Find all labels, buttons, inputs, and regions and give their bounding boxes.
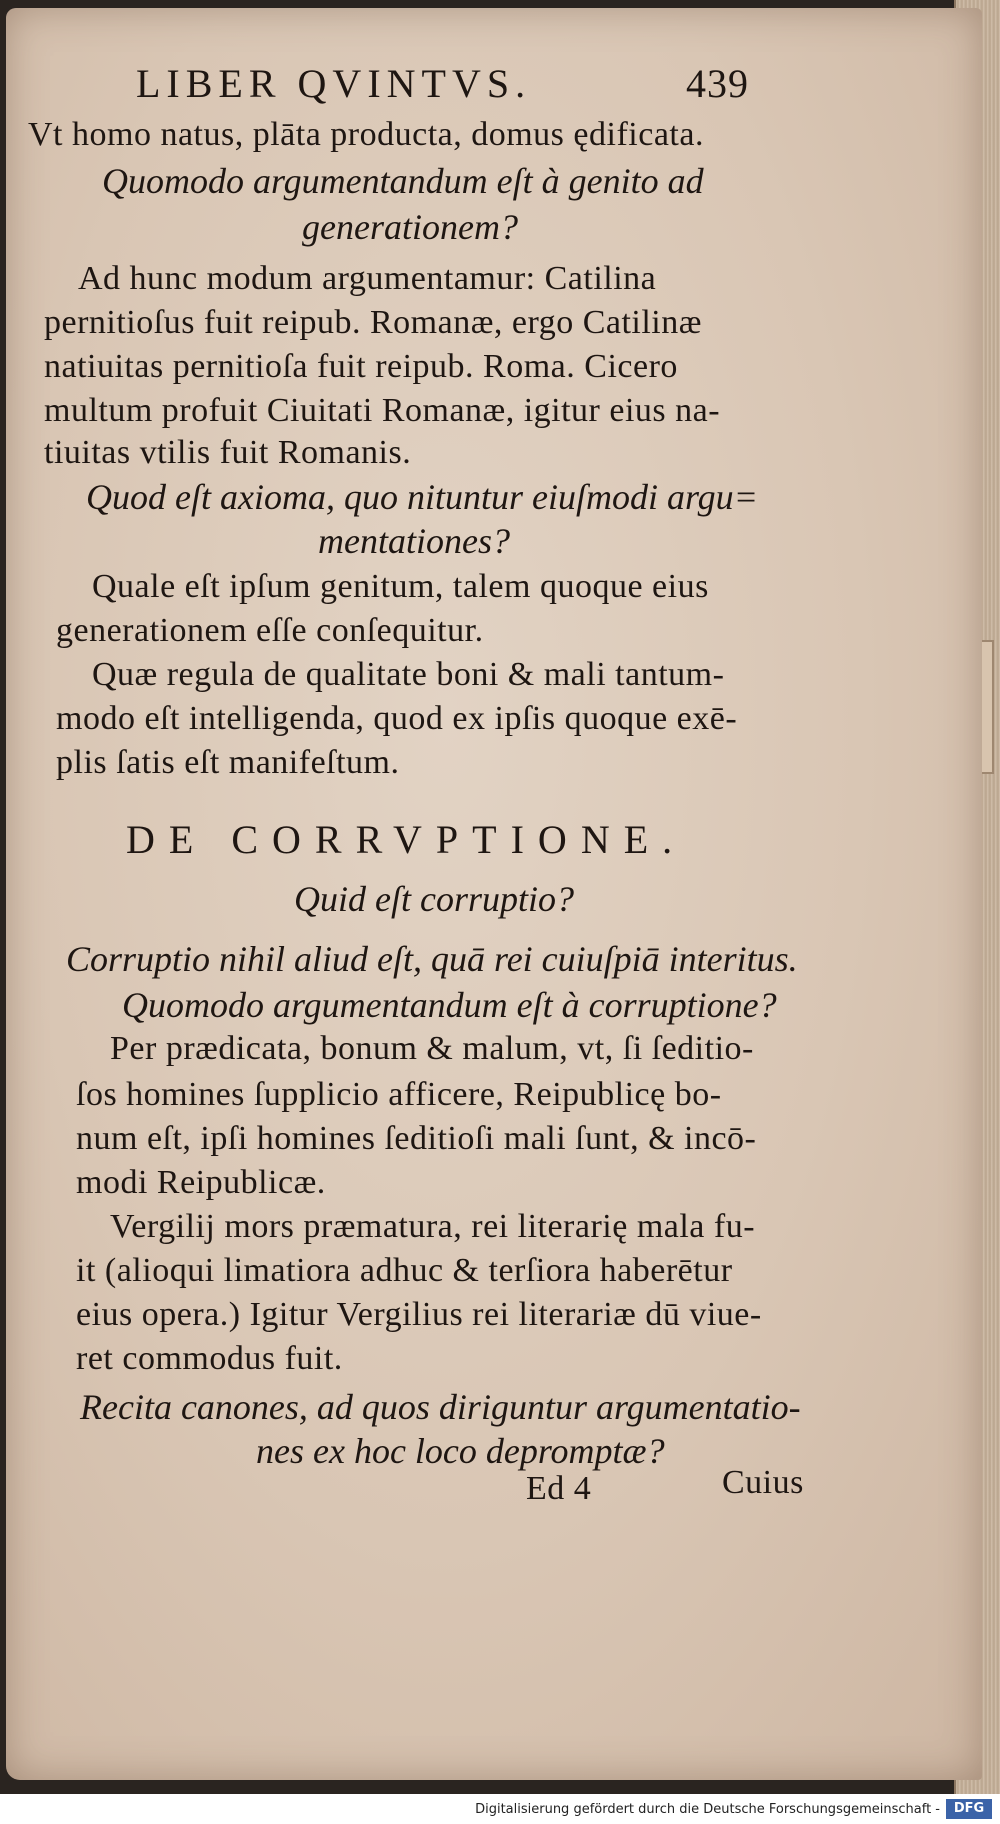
question-line: mentationes? <box>318 521 510 561</box>
text-line: ret commodus fuit. <box>76 1340 343 1377</box>
text-line: ſos homines ſupplicio afficere, Reipublicę bo- <box>76 1076 722 1113</box>
question-line: Quomodo argumentandum eſt à corruptione? <box>122 985 777 1025</box>
text-line: Per prædicata, bonum & malum, vt, ſi ſeditio- <box>110 1030 754 1067</box>
question-line: Quod eſt axioma, quo nituntur eiuſmodi argu= <box>86 477 758 517</box>
text-line: pernitioſus fuit reipub. Romanæ, ergo Catilinæ <box>44 304 702 341</box>
question-line: Recita canones, ad quos diriguntur argumentatio- <box>80 1387 801 1427</box>
text-line: Quæ regula de qualitate boni & mali tantum- <box>92 656 725 693</box>
footer-credit: Digitalisierung gefördert durch die Deutsche Forschungsgemeinschaft - <box>475 1802 940 1817</box>
text-line: num eſt, ipſi homines ſeditioſi mali ſunt, & incō- <box>76 1120 757 1157</box>
text-line: modo eſt intelligenda, quod ex ipſis quoque exē- <box>56 700 738 737</box>
text-line: modi Reipublicæ. <box>76 1164 326 1201</box>
page-text <box>6 8 982 1780</box>
running-head: LIBER QVINTVS. <box>136 61 532 106</box>
question-line: Corruptio nihil aliud eſt, quā rei cuiuſpiā interitus. <box>66 939 798 979</box>
section-heading: DE CORRVPTIONE. <box>126 817 687 862</box>
page-paper <box>6 8 982 1780</box>
text-line: it (alioqui limatiora adhuc & terſiora haberētur <box>76 1252 733 1289</box>
text-line: eius opera.) Igitur Vergilius rei literariæ dū viue- <box>76 1296 762 1333</box>
signature-mark: Ed 4 <box>526 1470 592 1507</box>
text-line: Quale eſt ipſum genitum, talem quoque eius <box>92 568 709 605</box>
text-line: multum profuit Ciuitati Romanæ, igitur eius na- <box>44 392 721 429</box>
text-line: plis ſatis eſt manifeſtum. <box>56 744 400 781</box>
question-line: Quomodo argumentandum eſt à genito ad <box>102 161 704 201</box>
question-line: generationem? <box>302 207 518 247</box>
page-number: 439 <box>686 61 749 106</box>
catchword: Cuius <box>722 1464 804 1501</box>
text-line: generationem eſſe conſequitur. <box>56 612 484 649</box>
question-line: nes ex hoc loco depromptæ? <box>256 1431 665 1471</box>
digitization-footer <box>0 1794 1000 1824</box>
text-line: Vt homo natus, plāta producta, domus ędificata. <box>28 116 704 153</box>
text-line: natiuitas pernitioſa fuit reipub. Roma. Cicero <box>44 348 678 385</box>
text-line: Ad hunc modum argumentamur: Catilina <box>78 260 657 297</box>
text-line: tiuitas vtilis fuit Romanis. <box>44 434 412 471</box>
question-line: Quid eſt corruptio? <box>294 879 574 919</box>
text-line: Vergilij mors præmatura, rei literarię mala fu- <box>110 1208 756 1245</box>
dfg-logo: DFG <box>946 1799 992 1819</box>
